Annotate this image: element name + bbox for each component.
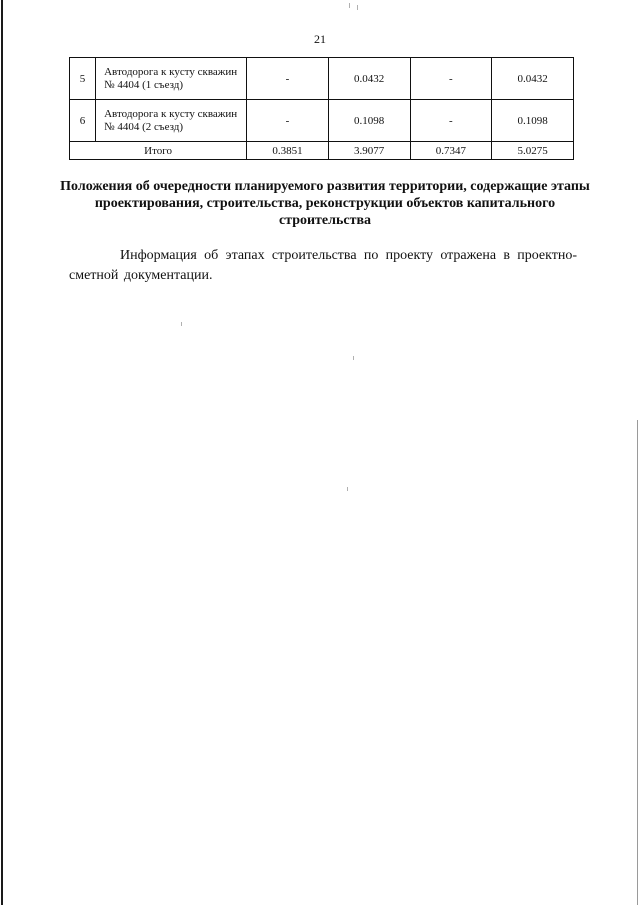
value-cell: 0.0432	[328, 58, 410, 100]
total-value: 0.3851	[247, 142, 329, 160]
value-cell: -	[247, 58, 329, 100]
table-row	[70, 58, 574, 100]
value-cell: 0.1098	[328, 100, 410, 142]
total-value: 3.9077	[328, 142, 410, 160]
row-number: 6	[70, 100, 96, 142]
scan-speck	[353, 356, 354, 360]
scan-border-right	[637, 420, 638, 905]
value-cell: 0.0432	[492, 58, 574, 100]
page-number: 21	[314, 32, 326, 46]
value-cell: -	[410, 58, 492, 100]
scan-speck	[181, 322, 182, 326]
row-number: 5	[70, 58, 96, 100]
scan-border-left	[1, 0, 3, 905]
scan-speck	[349, 3, 350, 8]
value-cell: 0.1098	[492, 100, 574, 142]
section-heading: Положения об очередности планируемого развития территории, содержащие этапы проектирования, строительства, реконструкции объектов капитального строительства	[60, 179, 590, 228]
total-value: 5.0275	[492, 142, 574, 160]
total-value: 0.7347	[410, 142, 492, 160]
scan-speck	[357, 5, 358, 10]
value-cell: -	[410, 100, 492, 142]
value-cell: -	[247, 100, 329, 142]
data-table	[69, 57, 574, 160]
body-paragraph: Информация об этапах строительства по проекту отражена в проектно-сметной документации.	[69, 248, 577, 283]
total-label: Итого	[70, 142, 247, 160]
object-name: Автодорога к кусту скважин № 4404 (2 съезд)	[96, 100, 247, 142]
scan-speck	[347, 487, 348, 491]
total-row	[70, 142, 574, 160]
table-row	[70, 100, 574, 142]
object-name: Автодорога к кусту скважин № 4404 (1 съезд)	[96, 58, 247, 100]
